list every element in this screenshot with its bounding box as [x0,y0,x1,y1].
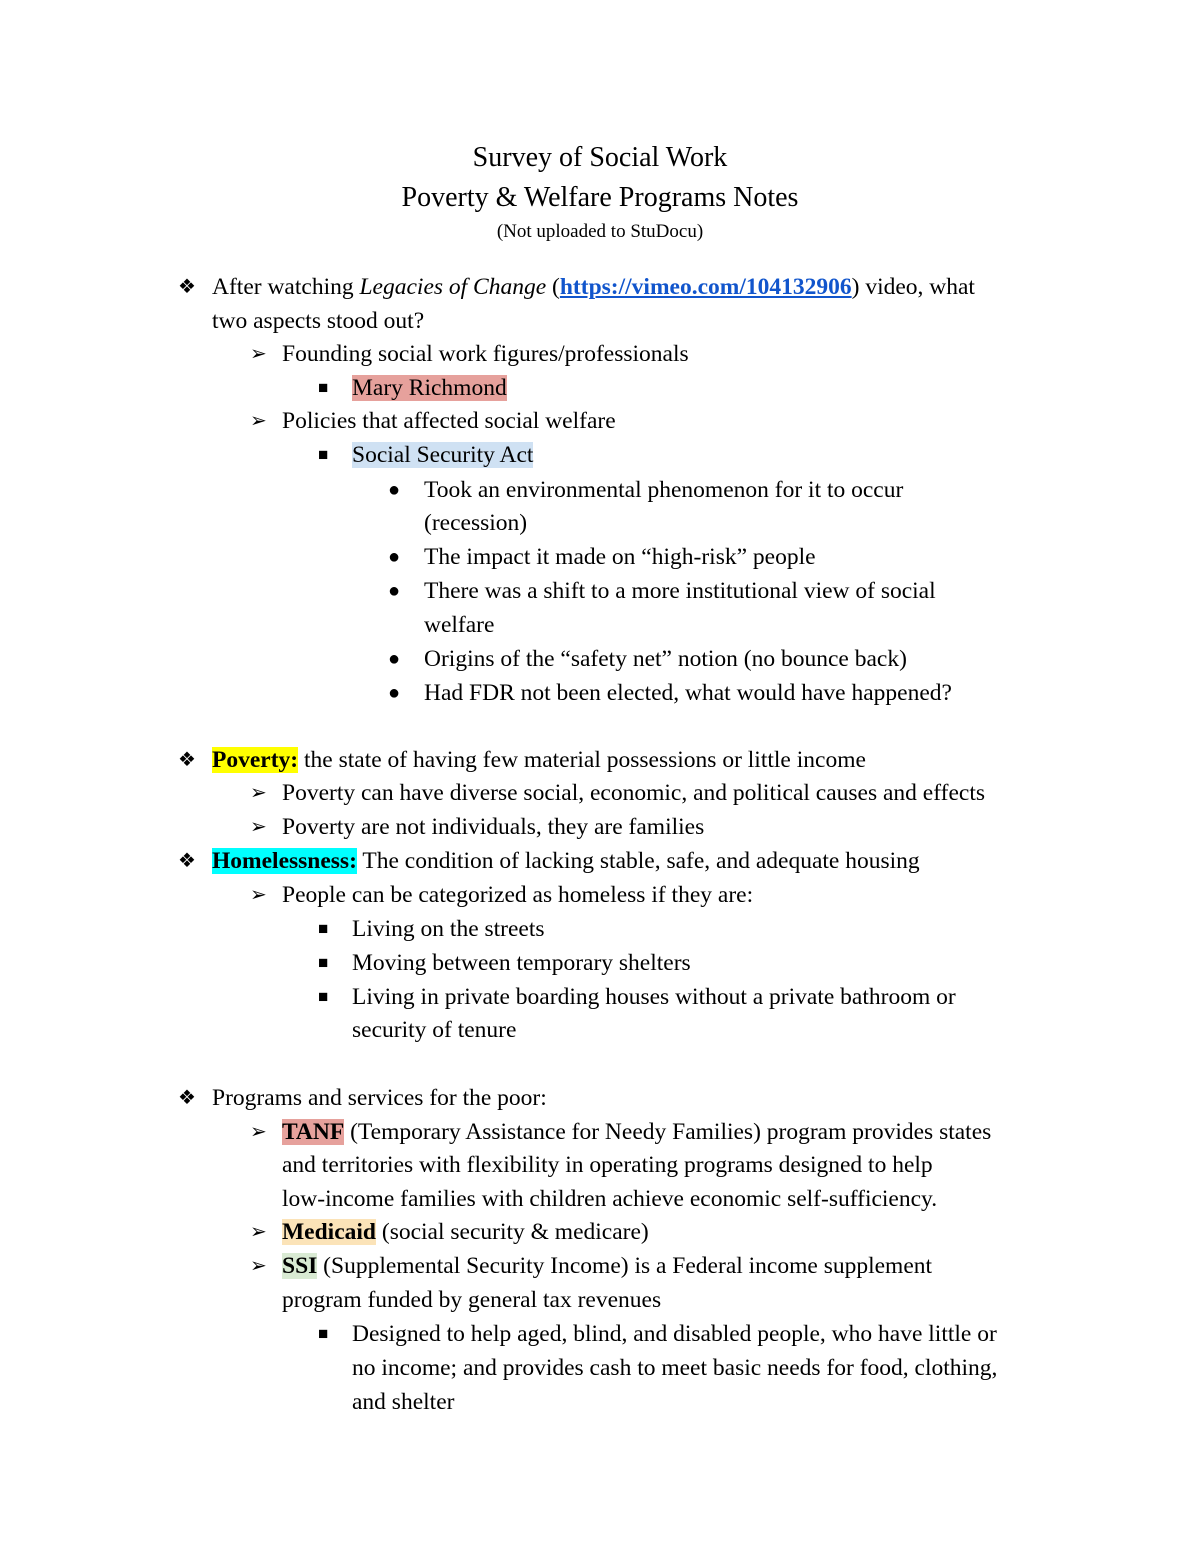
dot-bullet-icon: ● [388,682,401,704]
arrow-bullet-icon: ➢ [250,1121,267,1143]
point-shift-cont: welfare [424,612,495,638]
arrow-bullet-icon: ➢ [250,343,267,365]
dot-bullet-icon: ● [388,648,401,670]
square-bullet-icon: ■ [318,919,329,938]
arrow-bullet-icon: ➢ [250,782,267,804]
point-environmental: Took an environmental phenomenon for it to occur [424,477,904,503]
diamond-bullet-icon: ❖ [178,1087,196,1109]
arrow-bullet-icon: ➢ [250,410,267,432]
diamond-bullet-icon: ❖ [178,276,196,298]
square-bullet-icon: ■ [318,1324,329,1343]
programs-heading: Programs and services for the poor: [212,1085,547,1111]
point-fdr: Had FDR not been elected, what would have happened? [424,680,952,706]
point-shift: There was a shift to a more institutional view of social [424,578,936,604]
point-impact: The impact it made on “high-risk” people [424,544,816,570]
dot-bullet-icon: ● [388,580,401,602]
medicaid-line: Medicaid (social security & medicare) [282,1219,649,1245]
homeless-shelters: Moving between temporary shelters [352,950,691,976]
tanf-line-2: and territories with flexibility in operating programs designed to help [282,1152,933,1178]
tanf-line-3: low-income families with children achieve economic self-sufficiency. [282,1186,938,1212]
poverty-families: Poverty are not individuals, they are families [282,814,705,840]
document-note: (Not uploaded to StuDocu) [496,221,704,242]
square-bullet-icon: ■ [318,953,329,972]
arrow-bullet-icon: ➢ [250,1221,267,1243]
vimeo-link[interactable]: https://vimeo.com/104132906 [559,274,852,300]
aspect-founding-figures: Founding social work figures/professionals [282,341,689,367]
homeless-boarding-cont: security of tenure [352,1017,517,1043]
homelessness-definition: Homelessness: The condition of lacking stable, safe, and adequate housing [212,848,920,874]
homeless-boarding: Living in private boarding houses without a private bathroom or [352,984,956,1010]
ssi-line-1: SSI (Supplemental Security Income) is a Federal income supplement [282,1253,933,1279]
medicaid-term: Medicaid [282,1219,376,1245]
video-title: Legacies of Change [359,274,547,300]
square-bullet-icon: ■ [318,445,329,464]
ssi-line-2: program funded by general tax revenues [282,1287,662,1313]
diamond-bullet-icon: ❖ [178,850,196,872]
ssi-detail-3: and shelter [352,1389,455,1415]
diamond-bullet-icon: ❖ [178,749,196,771]
arrow-bullet-icon: ➢ [250,1255,267,1277]
arrow-bullet-icon: ➢ [250,816,267,838]
question-line-2: two aspects stood out? [212,308,425,334]
homeless-streets: Living on the streets [352,916,545,942]
square-bullet-icon: ■ [318,987,329,1006]
tanf-term: TANF [282,1119,345,1145]
homelessness-term: Homelessness: [212,848,357,874]
square-bullet-icon: ■ [318,378,329,397]
homeless-categories: People can be categorized as homeless if they are: [282,882,754,908]
ssi-detail-1: Designed to help aged, blind, and disabled people, who have little or [352,1321,997,1347]
social-security-act-item: Social Security Act [352,442,534,468]
ssi-detail-2: no income; and provides cash to meet basic needs for food, clothing, [352,1355,998,1381]
mary-richmond-item: Mary Richmond [352,375,507,401]
poverty-definition: Poverty: the state of having few material possessions or little income [212,747,866,773]
arrow-bullet-icon: ➢ [250,884,267,906]
dot-bullet-icon: ● [388,479,401,501]
poverty-term: Poverty: [212,747,299,773]
point-environmental-cont: (recession) [424,510,528,536]
question-line-1: After watching Legacies of Change (https://vimeo.com/104132906) video, what [212,274,975,300]
ssi-term: SSI [282,1253,318,1279]
aspect-policies: Policies that affected social welfare [282,408,616,434]
poverty-causes: Poverty can have diverse social, economic, and political causes and effects [282,780,985,806]
document-title: Survey of Social Work [472,142,728,173]
dot-bullet-icon: ● [388,546,401,568]
document-subtitle: Poverty & Welfare Programs Notes [401,182,799,213]
point-safety-net: Origins of the “safety net” notion (no bounce back) [424,646,907,672]
tanf-line-1: TANF (Temporary Assistance for Needy Families) program provides states [282,1119,992,1145]
